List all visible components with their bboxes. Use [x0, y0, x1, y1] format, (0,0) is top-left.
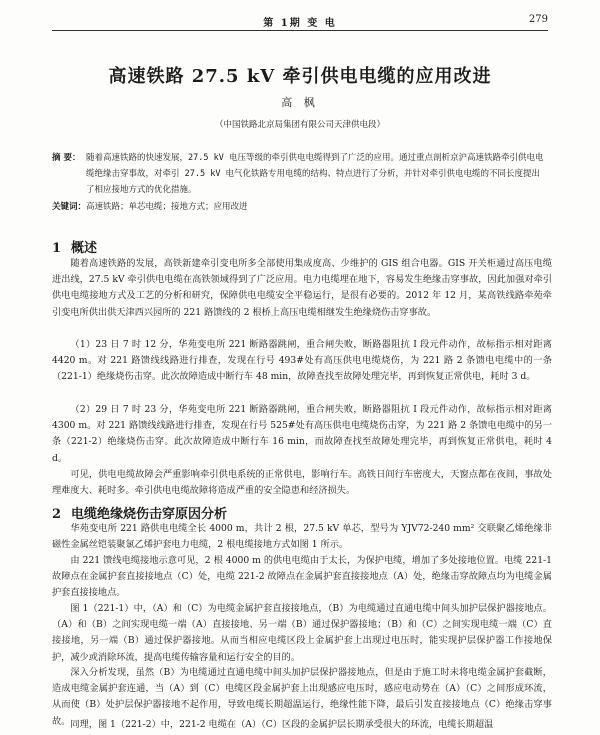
paragraph: （1）23 日 7 时 12 分，华苑变电所 221 断路器跳闸，重合闸失败，断路器阻抗 I 段元件动作，故标指示相对距离 4420 m。对 221 路馈线线路进行排查，发现在行号 493#处有高压供电电缆烧伤，为 221 路 2 条馈电电缆中的一条（221-1）绝缘烧伤击穿。此次故障造成中断行车 48 min，故障查找至故障处理完毕，再到恢复正常供电，耗时 3 d。: [52, 339, 552, 383]
section-1-heading: [52, 237, 97, 256]
affiliation: （中国铁路北京局集团有限公司天津供电段）: [214, 120, 385, 130]
paper-title: 高速铁路 27.5 kV 牵引供电电缆的应用改进: [108, 66, 492, 87]
paragraph: 图 1（221-1）中，（A）和（C）为电缆金属护套直接接地点，（B）为电缆通过直通电缆中间头加护层保护器接地点。（A）和（B）之间实现电缆一端（A）直接接地、另一端（B）通过保护器接地；（B）和（C）之间实现电缆一端（C）直接接地，另一端（B）通过保护器接地。从而当相应电缆区段上金属护套上出现过电压时，能实现护层保护器工作接地保护，减少或消除环流，提高电缆传输容量和运行安全的目的。: [52, 603, 552, 663]
paragraph: 华苑变电所 221 路供电电缆全长 4000 m，共计 2 根，27.5 kV 单芯，型号为 YJV72-240 mm² 交联聚乙烯绝缘非磁性金属丝铠装聚氯乙烯护套电力电缆，2 根电缆接地方式如图 1 所示。: [52, 523, 552, 551]
abstract: [52, 150, 548, 198]
paragraph: 由 221 馈线电缆接地示意可见，2 根 4000 m 的供电电缆由于太长，为保护电缆，增加了多处接地位置。电缆 221-1 故障点在金属护套直接接地点（C）处，电缆 221-2 故障点在金属护套直接接地点（A）处，绝缘击穿故障点均为电缆金属护套直接接地点。: [52, 555, 552, 599]
section-2-number: 2: [52, 507, 62, 522]
section-1-title: 概述: [71, 241, 98, 256]
section-1-number: 1: [52, 241, 62, 256]
abstract-text: 随着高速铁路的快速发展，27.5 kV 电压等级的牵引供电电缆得到了广泛的应用。通过重点剖析京沪高速铁路牵引供电电缆绝缘击穿事故，对牵引 27.5 kV 电气化铁路专用电缆的结构、特点进行了分析，并针对牵引供电电缆的不同长度提出了相应接地方式的优化措施。: [86, 153, 544, 195]
paragraph: 深入分析发现，虽然（B）为电缆通过直通电缆中间头加护层保护器接地点，但是由于施工时未将电缆金属护套截断，造成电缆金属护套连通，当（A）到（C）电缆区段金属护套上出现感应电压时，感应电动势在（A）（C）之间形成环流，从而使（B）处护层保护器接地不起作用，导致电缆长期超温运行，绝缘性能下降，最后引发直接接地点（C）绝缘击穿事故。: [52, 667, 552, 727]
page-number: 279: [528, 14, 548, 25]
keywords-label: 关键词：: [52, 202, 87, 212]
abstract-label: 摘 要：: [52, 153, 81, 163]
section-2-heading: [52, 503, 227, 522]
paragraph: 可见，供电电缆故障会严重影响牵引供电系统的正常供电，影响行车。高铁日间行车密度大，天窗点都在夜间，事故处理难度大、耗时多。牵引供电电缆故障将造成严重的安全隐患和经济损失。: [52, 469, 552, 497]
paragraph: （2）29 日 7 时 23 分，华苑变电所 221 断路器跳闸，重合闸失败，断路器阻抗 I 段元件动作，故标指示相对距离 4300 m。对 221 路馈线线路进行排查，发现在行号 525#处有高压供电电缆烧伤击穿，为 221 路 2 条馈电电缆中的另一条（221-2）绝缘烧伤击穿。此次故障造成中断行车 16 min，而故障查找至故障处理完毕，再到恢复正常供电，耗时 4 d。: [52, 404, 552, 464]
keywords: [52, 200, 548, 214]
author: 高 枫: [281, 96, 319, 109]
paragraph: 随着高速铁路的发展，高铁新建牵引变电所多全部使用集成度高、少维护的 GIS 组合电器。GIS 开关柜通过高压电缆进出线，27.5 kV 牵引供电电缆在高铁领域得到了广泛应用。电力电缆埋在地下，容易发生绝缘击穿事故，因此加强对牵引供电电缆接地方式及工艺的分析和研究，保障供电电缆安全平稳运行，是很有必要的。2012 年 12 月，某高铁线路牵苑牵引变电所供出供天津西兴园所的 221 路馈线的 2 根桥上高压电缆相继发生绝缘烧伤击穿事故。: [52, 258, 552, 318]
section-2-title: 电缆绝缘烧伤击穿原因分析: [71, 507, 228, 522]
keywords-text: 高速铁路；单芯电缆；接地方式；应用改进: [86, 202, 248, 212]
paragraph: 同理，图 1（221-2）中，221-2 电缆在（A）（C）区段的金属护层长期承受很大的环流，电缆长期超温: [70, 719, 494, 730]
running-title: 第 1期 变 电: [263, 18, 337, 29]
running-header: [52, 12, 548, 31]
